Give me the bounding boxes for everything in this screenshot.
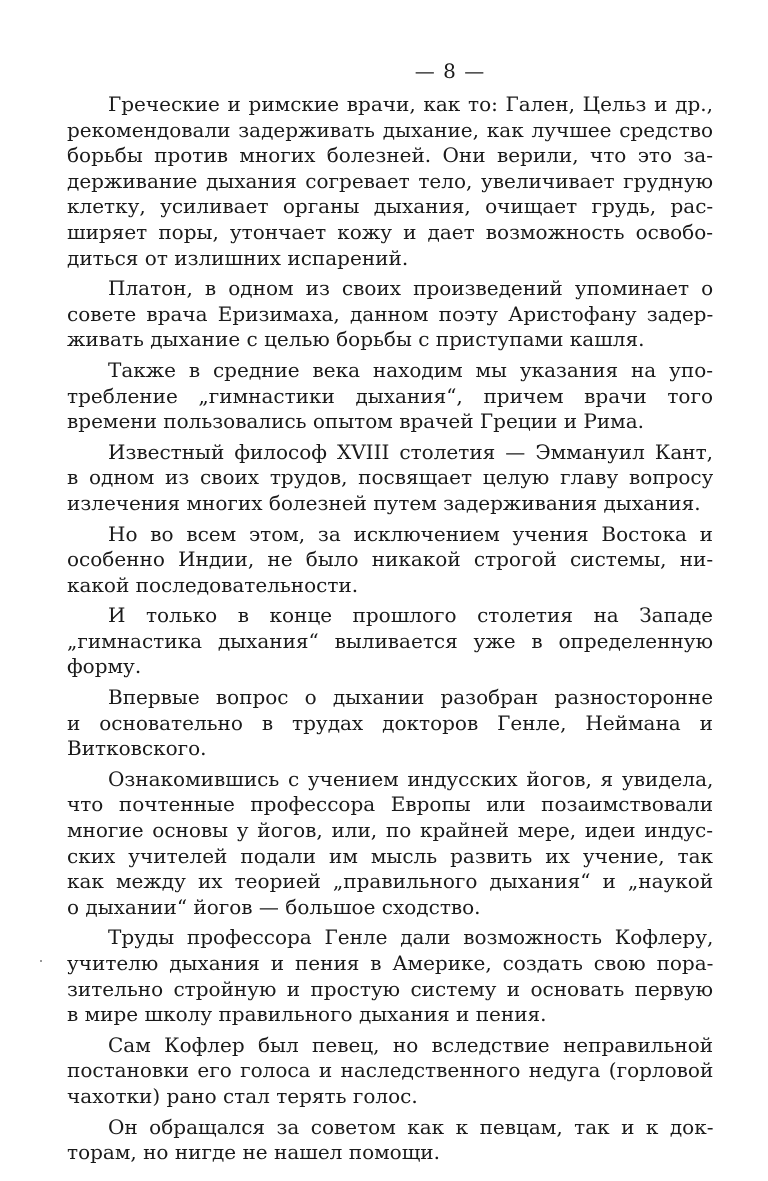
- text-line: зительно стройную и простую систему и основать первую: [67, 976, 713, 1001]
- paragraph: [67, 685, 713, 762]
- text-line: торам, но нигде не нашел помощи.: [67, 1140, 440, 1165]
- text-line: чахотки) рано стал терять голос.: [67, 1083, 418, 1108]
- text-line: учителю дыхания и пения в Америке, создать свою пора-: [67, 951, 713, 975]
- text-line: и основательно в трудах докторов Генле, Неймана и: [67, 710, 713, 735]
- scan-speck: [40, 960, 42, 962]
- text-line: Платон, в одном из своих произведений упоминает о: [108, 276, 713, 301]
- text-line: Ознакомившись с учением индусских йогов, я увидела,: [108, 766, 713, 791]
- text-line: многие основы у йогов, или, по крайней мере, идеи индус-: [67, 818, 713, 843]
- text-line: борьбы против многих болезней. Они верили, что это за-: [67, 143, 713, 168]
- text-line: И только в конце прошлого столетия на Западе: [108, 603, 713, 628]
- text-line: что почтенные профессора Европы или позаимствовали: [67, 792, 713, 817]
- text-line: ских учителей подали им мысль развить их учение, так: [67, 843, 713, 868]
- text-line: излечения многих болезней путем задерживания дыхания.: [67, 490, 701, 515]
- text-line: рекомендовали задерживать дыхание, как лучшее средство: [67, 117, 713, 142]
- text-line: Витковского.: [67, 736, 207, 761]
- text-line: как между их теорией „правильного дыхания“ и „наукой: [67, 869, 713, 894]
- text-line: диться от излишних испарений.: [67, 245, 409, 270]
- text-line: „гимнастика дыхания“ выливается уже в определенную: [67, 628, 713, 653]
- text-line: Известный философ XVIII столетия — Эммануил Кант,: [108, 439, 713, 464]
- body-text: [67, 92, 713, 1166]
- text-line: Он обращался за советом как к певцам, так и к док-: [108, 1114, 713, 1139]
- text-line: совете врача Еризимаха, данном поэту Аристофану задер-: [67, 301, 713, 326]
- paragraph: [67, 925, 713, 1027]
- text-line: Впервые вопрос о дыхании разобран разносторонне: [108, 685, 713, 710]
- paragraph: [67, 1115, 713, 1166]
- book-page: [67, 56, 713, 1171]
- text-line: Труды профессора Генле дали возможность Кофлеру,: [108, 925, 713, 950]
- text-line: в одном из своих трудов, посвящает целую главу вопросу: [67, 465, 713, 490]
- text-line: клетку, усиливает органы дыхания, очищает грудь, рас-: [67, 194, 713, 219]
- paragraph: [67, 358, 713, 435]
- text-line: Сам Кофлер был певец, но вследствие неправильной: [108, 1032, 713, 1057]
- text-line: форму.: [67, 654, 142, 679]
- paragraph: [67, 603, 713, 680]
- paragraph: [67, 276, 713, 353]
- paragraph: [67, 440, 713, 517]
- text-line: особенно Индии, не было никакой строгой системы, ни-: [67, 547, 713, 572]
- page-number: — 8 —: [414, 59, 486, 83]
- text-line: о дыхании“ йогов — большое сходство.: [67, 894, 481, 919]
- text-line: Греческие и римские врачи, как то: Гален, Цельз и др.,: [108, 92, 713, 116]
- text-line: требление „гимнастики дыхания“, причем врачи того: [67, 383, 713, 408]
- text-line: времени пользовались опытом врачей Греции и Рима.: [67, 409, 645, 434]
- paragraph: [67, 522, 713, 599]
- text-line: ширяет поры, утончает кожу и дает возможность освобо-: [67, 219, 713, 244]
- text-line: в мире школу правильного дыхания и пения.: [67, 1002, 547, 1027]
- paragraph: [67, 1033, 713, 1110]
- paragraph: [67, 767, 713, 921]
- paragraph: [67, 92, 713, 271]
- text-line: живать дыхание с целью борьбы с приступами кашля.: [67, 327, 645, 352]
- text-line: Но во всем этом, за исключением учения Востока и: [108, 521, 713, 546]
- text-line: постановки его голоса и наследственного недуга (горловой: [67, 1058, 713, 1083]
- text-line: Также в средние века находим мы указания на упо-: [108, 357, 713, 382]
- text-line: какой последовательности.: [67, 572, 359, 597]
- text-line: держивание дыхания согревает тело, увеличивает грудную: [67, 168, 713, 193]
